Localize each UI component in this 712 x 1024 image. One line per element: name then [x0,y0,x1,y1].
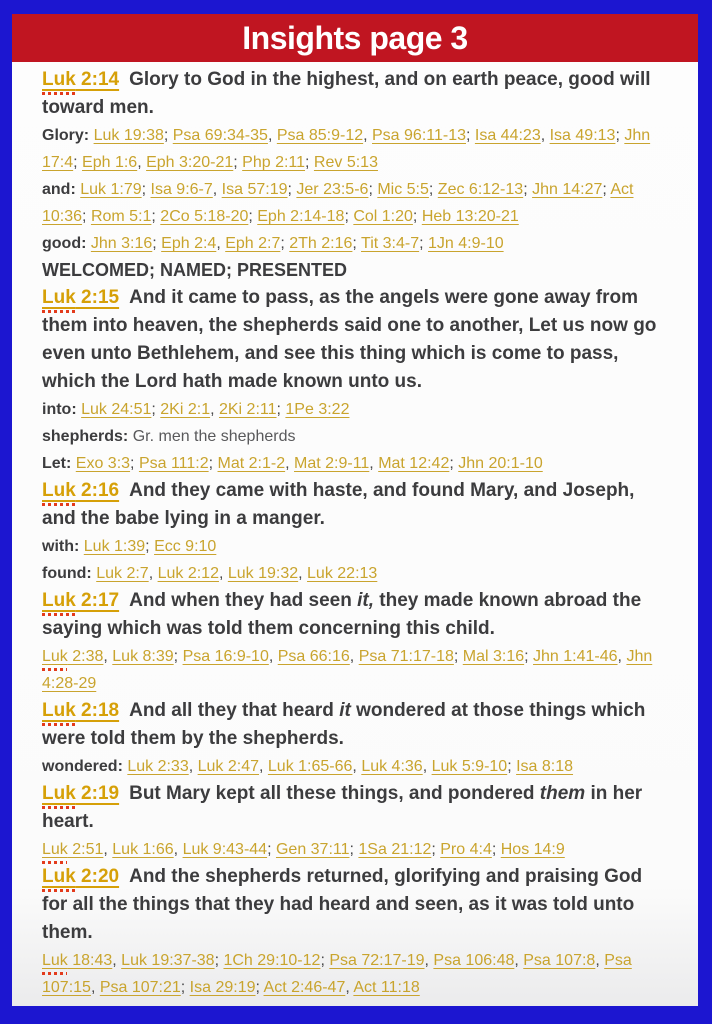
separator: ; [524,648,534,665]
note-line [42,753,672,780]
separator: ; [349,841,359,858]
scripture-ref-link[interactable]: Mat 2:1-2 [217,455,286,472]
scripture-ref-link[interactable]: Psa 66:16 [277,648,350,665]
scripture-ref-link[interactable]: Jhn 3:16 [90,235,153,252]
scripture-ref-link[interactable]: Jhn 4:28-29 [42,648,653,692]
separator: ; [428,181,438,198]
note-label: Let: [42,455,72,472]
separator: , [285,455,294,472]
separator: ; [82,208,91,225]
separator: ; [267,841,276,858]
scripture-ref-link[interactable]: 2Co 5:18-20 [160,208,249,225]
separator: , [268,648,278,665]
separator: ; [523,181,533,198]
verse-text [42,287,656,392]
misspelling-underline-icon: Luk [42,841,68,858]
scripture-ref-link[interactable]: Isa 9:6-7 [150,181,213,198]
misspelling-underline-icon: Luk [42,783,76,804]
scripture-ref-link[interactable]: Act 11:18 [353,979,420,996]
note-line [42,423,672,450]
verse-ref-link[interactable]: Luk 2:19 [42,783,120,804]
separator: ; [152,235,162,252]
separator: ; [320,952,330,969]
scripture-ref-link[interactable]: Luk 24:51 [81,401,152,418]
verse-text-part: And they came with haste, and found Mary, and Joseph, and the babe lying in a manger. [42,480,635,529]
scripture-ref-link[interactable]: Luk 2:38 [42,648,104,665]
separator: , [90,979,100,996]
scripture-ref-link[interactable]: Psa 107:21 [99,979,181,996]
note-label: shepherds: [42,428,129,445]
verse-text-part: And when they had seen [129,590,358,611]
separator: , [345,979,354,996]
verse-text [42,590,641,639]
separator: ; [248,208,258,225]
scripture-ref-link[interactable]: Psa 106:48 [433,952,515,969]
separator: , [216,235,226,252]
note-label: into: [42,401,77,418]
separator: ; [208,455,218,472]
page-header [12,14,698,62]
scripture-ref-link[interactable]: Rev 5:13 [313,154,378,171]
separator: ; [173,648,183,665]
note-label: Glory: [42,127,90,144]
scripture-ref-link[interactable]: Jhn 17:4 [42,127,651,171]
separator: , [212,181,222,198]
verse-paragraph [42,697,672,753]
scripture-ref-link[interactable]: Isa 49:13 [549,127,616,144]
reference-line [42,836,672,863]
verse-ref-link[interactable]: Luk 2:16 [42,480,120,501]
separator: ; [602,181,611,198]
verse-text [42,480,634,529]
scripture-ref-link[interactable]: Zec 6:12-13 [437,181,524,198]
misspelling-underline-icon: Luk [42,700,76,721]
note-label: wondered: [42,758,123,775]
separator: ; [233,154,243,171]
separator: ; [180,979,190,996]
scripture-ref-link[interactable]: Mal 3:16 [462,648,525,665]
scripture-ref-link[interactable]: Heb 13:20-21 [421,208,519,225]
separator: , [422,758,432,775]
scripture-ref-link[interactable]: Luk 5:9-10 [431,758,508,775]
separator: ; [412,208,422,225]
scripture-ref-link[interactable]: Psa 107:15 [42,952,632,996]
scripture-ref-link[interactable]: Php 2:11 [242,154,306,171]
scripture-ref-link[interactable]: Jhn 20:1-10 [458,455,543,472]
scripture-ref-link[interactable]: Col 1:20 [353,208,413,225]
scripture-ref-link[interactable]: Luk 19:38 [93,127,164,144]
separator: ; [368,181,378,198]
misspelling-underline-icon: Luk [42,287,76,308]
note-label: and: [42,181,76,198]
note-line [42,560,672,587]
verse-text-part: in her heart. [42,783,643,832]
verse-text-part: But Mary kept all these things, and pondered [129,783,540,804]
verse-ref-link[interactable]: Luk 2:18 [42,700,120,721]
verse-italic-word: it, [357,590,375,611]
separator: ; [352,235,362,252]
scripture-ref-link[interactable]: Tit 3:4-7 [361,235,420,252]
verse-text-part: wondered at those things which were told them by the shepherds. [42,700,646,749]
verse-text-part: Glory to God in the highest, and on earth peace, good will toward men. [42,69,651,118]
separator: , [298,565,308,582]
scripture-ref-link[interactable]: Luk 1:65-66 [267,758,353,775]
scripture-ref-link[interactable]: Psa 85:9-12 [276,127,364,144]
verse-italic-word: them [539,783,586,804]
scripture-ref-link[interactable]: Psa 96:11-13 [372,127,466,144]
reference-line [42,947,672,1001]
misspelling-underline-icon: Luk [42,69,76,90]
scripture-ref-link[interactable]: Exo 3:3 [75,455,131,472]
separator: , [210,401,219,418]
scripture-ref-link[interactable]: Rom 5:1 [90,208,152,225]
verse-ref-link[interactable]: Luk 2:17 [42,590,120,611]
separator: , [595,952,605,969]
separator: ; [305,154,314,171]
note-line [42,533,672,560]
scripture-ref-link[interactable]: Ecc 9:10 [154,538,217,555]
scripture-ref-link[interactable]: Psa 111:2 [138,455,209,472]
separator: ; [466,127,475,144]
misspelling-underline-icon: Luk [42,952,68,969]
scripture-ref-link[interactable]: Luk 2:33 [127,758,189,775]
scripture-ref-link[interactable]: Luk 19:37-38 [121,952,215,969]
verse-ref-link[interactable]: Luk 2:14 [42,69,120,90]
separator: ; [431,841,441,858]
note-line [42,122,672,176]
separator: ; [151,401,161,418]
separator: , [514,952,524,969]
verse-text-part: And the shepherds returned, glorifying and praising God for all the things that they had heard and seen, as it was told unto them. [42,866,643,943]
scripture-ref-link[interactable]: Luk 22:13 [307,565,378,582]
scripture-ref-link[interactable]: Psa 72:17-19 [329,952,425,969]
verse-paragraph [42,284,672,396]
content [12,62,698,1001]
scripture-ref-link[interactable]: Luk 4:36 [361,758,423,775]
separator: ; [255,979,264,996]
verse-paragraph [42,780,672,836]
scripture-ref-link[interactable]: Eph 1:6 [82,154,138,171]
misspelling-underline-icon: Luk [42,866,76,887]
scripture-ref-link[interactable]: 2Th 2:16 [289,235,353,252]
separator: , [259,758,268,775]
verse-text [42,700,645,749]
separator: , [617,648,627,665]
scripture-ref-link[interactable]: Psa 16:9-10 [182,648,269,665]
note-line [42,230,672,257]
scripture-ref-link[interactable]: Mat 2:9-11 [294,455,370,472]
scripture-ref-link[interactable]: Isa 57:19 [221,181,288,198]
scripture-ref-link[interactable]: Eph 2:14-18 [257,208,345,225]
separator: ; [141,181,151,198]
separator: , [112,952,122,969]
scripture-ref-link[interactable]: Psa 71:17-18 [358,648,454,665]
scripture-ref-link[interactable]: 1Jn 4:9-10 [428,235,504,252]
separator: ; [449,455,459,472]
reference-line [42,643,672,697]
scripture-ref-link[interactable]: Luk 9:43-44 [182,841,268,858]
scripture-ref-link[interactable]: Act 10:36 [42,181,634,225]
separator: , [352,758,362,775]
separator: ; [453,648,463,665]
verse-paragraph [42,863,672,947]
scripture-ref-link[interactable]: Act 2:46-47 [263,979,346,996]
separator: , [103,841,113,858]
scripture-ref-link[interactable]: Isa 29:19 [189,979,256,996]
scripture-ref-link[interactable]: Luk 8:39 [112,648,174,665]
misspelling-underline-icon: Luk [42,648,68,665]
verse-text-part: And all they that heard [129,700,340,721]
separator: , [148,565,158,582]
scripture-ref-link[interactable]: Jhn 1:41-46 [533,648,618,665]
note-label: good: [42,235,87,252]
scripture-ref-link[interactable]: Mat 12:42 [378,455,450,472]
separator: , [540,127,550,144]
scripture-ref-link[interactable]: Luk 19:32 [227,565,299,582]
scripture-ref-link[interactable]: Eph 2:4 [161,235,217,252]
separator: ; [276,401,286,418]
scripture-ref-link[interactable]: Luk 2:47 [197,758,260,775]
separator: , [218,565,228,582]
separator: , [188,758,198,775]
scripture-ref-link[interactable]: Gen 37:11 [275,841,350,858]
separator: , [369,455,379,472]
separator: ; [419,235,428,252]
scripture-ref-link[interactable]: Mic 5:5 [377,181,429,198]
note-label: with: [42,538,80,555]
separator: ; [287,181,297,198]
scripture-ref-link[interactable]: Eph 2:7 [225,235,281,252]
scripture-ref-link[interactable]: Jhn 14:27 [532,181,603,198]
separator: ; [214,952,224,969]
verse-paragraph [42,477,672,533]
scripture-ref-link[interactable]: 1Sa 21:12 [358,841,432,858]
separator: ; [280,235,290,252]
scripture-ref-link[interactable]: Luk 1:79 [80,181,142,198]
scripture-ref-link[interactable]: 2Ki 2:1 [160,401,211,418]
misspelling-underline-icon: Luk [42,480,76,501]
verse-text [42,866,642,943]
scripture-ref-link[interactable]: Isa 44:23 [474,127,541,144]
verse-ref-link[interactable]: Luk 2:15 [42,287,120,308]
separator: , [173,841,183,858]
separator: , [103,648,113,665]
verse-paragraph [42,587,672,643]
verse-italic-word: it [339,700,351,721]
misspelling-underline-icon: Luk [42,590,76,611]
scripture-ref-link[interactable]: Luk 2:12 [157,565,219,582]
scripture-ref-link[interactable]: Jer 23:5-6 [296,181,369,198]
scripture-ref-link[interactable]: Luk 1:39 [83,538,146,555]
scripture-ref-link[interactable]: Eph 3:20-21 [146,154,234,171]
section-heading: WELCOMED; NAMED; PRESENTED [42,260,347,280]
scripture-ref-link[interactable]: Psa 69:34-35 [172,127,268,144]
separator: , [424,952,434,969]
separator: , [349,648,359,665]
note-plain-text: Gr. men the shepherds [132,428,296,445]
separator: ; [344,208,354,225]
verse-text [42,69,651,118]
scripture-ref-link[interactable]: 2Ki 2:11 [218,401,277,418]
insights-card [12,14,698,1006]
separator: ; [491,841,501,858]
scripture-ref-link[interactable]: Psa 107:8 [523,952,596,969]
separator: , [363,127,372,144]
note-line [42,176,672,230]
separator: ; [163,127,173,144]
note-label: found: [42,565,92,582]
verse-text [42,783,642,832]
separator: ; [507,758,517,775]
note-line [42,450,672,477]
separator: ; [145,538,155,555]
separator: , [137,154,147,171]
separator: ; [73,154,83,171]
scripture-ref-link[interactable]: Luk 18:43 [42,952,113,969]
scripture-ref-link[interactable]: Luk 2:51 [42,841,104,858]
separator: , [267,127,277,144]
separator: ; [151,208,161,225]
page-title: Insights page 3 [242,19,468,56]
verse-text-part: they made known abroad the saying which was told them concerning this child. [42,590,642,639]
scripture-ref-link[interactable]: 1Pe 3:22 [285,401,350,418]
verse-paragraph [42,66,672,122]
scripture-ref-link[interactable]: Luk 1:66 [112,841,174,858]
scripture-ref-link[interactable]: 1Ch 29:10-12 [223,952,321,969]
separator: ; [130,455,139,472]
separator: ; [615,127,625,144]
scripture-ref-link[interactable]: Isa 8:18 [516,758,574,775]
scripture-ref-link[interactable]: Pro 4:4 [440,841,492,858]
scripture-ref-link[interactable]: Luk 2:7 [96,565,149,582]
scripture-ref-link[interactable]: Hos 14:9 [500,841,565,858]
verse-ref-link[interactable]: Luk 2:20 [42,866,120,887]
note-line [42,396,672,423]
verse-text-part: And it came to pass, as the angels were gone away from them into heaven, the shepherds said one to another, Let us now go even unto Bethlehem, and see this thing which is come to pass, which the Lord hath made known unto us. [42,287,657,392]
